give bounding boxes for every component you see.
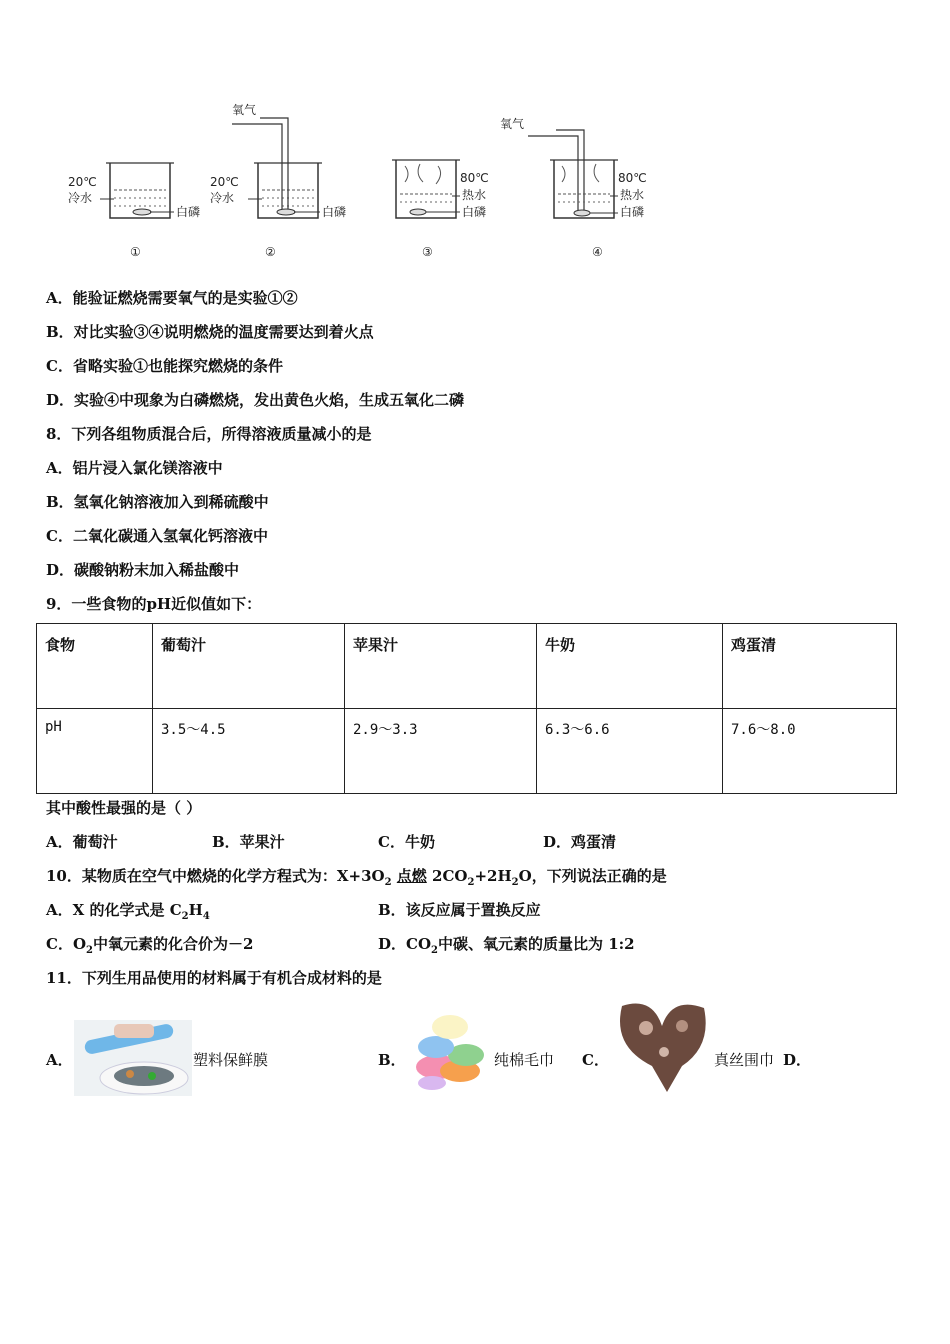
q10-option-a bbox=[46, 899, 210, 922]
phosphorus-label-3: 白磷 bbox=[462, 205, 487, 219]
oxygen-label-2: 氧气 bbox=[232, 103, 257, 117]
experiment-label-3: ③ bbox=[422, 245, 433, 259]
experiment-label-2: ② bbox=[265, 245, 276, 259]
q11-option-d-label: D． bbox=[783, 1051, 812, 1069]
beaker-3 bbox=[392, 160, 489, 259]
q10-stem-suffix: O，下列说法正确的是 bbox=[518, 867, 667, 885]
ph-table-value-row bbox=[37, 709, 897, 794]
ph-table-header: 葡萄汁 bbox=[153, 624, 345, 709]
q10-c-sub: 2 bbox=[86, 945, 93, 956]
ph-table-header-row bbox=[37, 624, 897, 709]
temp-label-4: 80℃ bbox=[618, 171, 647, 185]
q9-option-c: C．牛奶 bbox=[378, 833, 435, 851]
q10-a-mid: H bbox=[188, 901, 203, 919]
experiment-label-1: ① bbox=[130, 245, 141, 259]
ph-table-cell: 2.9～3.3 bbox=[345, 709, 537, 794]
ph-table-header: 食物 bbox=[37, 624, 153, 709]
q10-option-d bbox=[378, 933, 635, 956]
ph-table-header: 鸡蛋清 bbox=[723, 624, 897, 709]
beaker-1 bbox=[68, 163, 200, 259]
combustion-experiment-figure bbox=[60, 98, 700, 268]
temp-label-2: 20℃ bbox=[210, 175, 239, 189]
q10-stem-prefix: 10．某物质在空气中燃烧的化学方程式为：X+3O bbox=[46, 867, 385, 885]
q8-option-a: A．铝片浸入氯化镁溶液中 bbox=[46, 459, 223, 477]
oxygen-label-4: 氧气 bbox=[500, 117, 525, 131]
q10-condition: 点燃 bbox=[396, 867, 427, 885]
q8-stem: 8．下列各组物质混合后，所得溶液质量减小的是 bbox=[46, 425, 372, 443]
experiment-label-4: ④ bbox=[592, 245, 603, 259]
q10-d-suffix: 中碳、氧元素的质量比为 1:2 bbox=[437, 935, 635, 953]
phosphorus-label-4: 白磷 bbox=[620, 205, 645, 219]
temp-label-1: 20℃ bbox=[68, 175, 97, 189]
ph-table bbox=[36, 623, 897, 794]
q10-d-prefix: D．CO bbox=[378, 935, 432, 953]
q11-option-a-caption: 塑料保鲜膜 bbox=[193, 1051, 269, 1069]
q9-option-d: D．鸡蛋清 bbox=[543, 833, 617, 851]
q10-products-tail: +2H bbox=[474, 867, 512, 885]
hot-water-label-3: 热水 bbox=[462, 188, 487, 202]
q11-option-a-label: A． bbox=[46, 1051, 73, 1069]
q10-c-suffix: 中氧元素的化合价为－2 bbox=[92, 935, 254, 953]
q7-option-d: D．实验④中现象为白磷燃烧，发出黄色火焰，生成五氧化二磷 bbox=[46, 391, 465, 409]
q11-option-c-label: C． bbox=[582, 1051, 609, 1069]
cold-water-label-2: 冷水 bbox=[210, 191, 235, 205]
q11-option-b-label: B． bbox=[378, 1051, 406, 1069]
q9-stem: 9．一些食物的pH近似值如下： bbox=[46, 595, 262, 613]
beaker-2 bbox=[210, 102, 346, 259]
q10-a-sub1: 2 bbox=[181, 911, 189, 922]
ph-table-cell: 3.5～4.5 bbox=[153, 709, 345, 794]
ph-table-cell: 7.6～8.0 bbox=[723, 709, 897, 794]
hot-water-label-4: 热水 bbox=[620, 188, 645, 202]
cold-water-label-1: 冷水 bbox=[68, 191, 93, 205]
q10-products: 2CO bbox=[432, 867, 468, 885]
q10-sub: 2 bbox=[467, 877, 475, 888]
q10-sub: 2 bbox=[511, 877, 519, 888]
q7-option-c: C．省略实验①也能探究燃烧的条件 bbox=[46, 357, 283, 375]
q9-question: 其中酸性最强的是（ ） bbox=[46, 799, 202, 817]
q7-option-b: B．对比实验③④说明燃烧的温度需要达到着火点 bbox=[46, 323, 374, 341]
q8-option-c: C．二氧化碳通入氢氧化钙溶液中 bbox=[46, 527, 268, 545]
phosphorus-label-1: 白磷 bbox=[176, 205, 201, 219]
q10-sub: 2 bbox=[384, 877, 392, 888]
q7-option-a: A．能验证燃烧需要氧气的是实验①② bbox=[46, 289, 298, 307]
ph-table-header: 苹果汁 bbox=[345, 624, 537, 709]
silk-scarf-image bbox=[612, 996, 712, 1096]
q10-stem bbox=[46, 865, 667, 888]
beaker-4 bbox=[500, 116, 647, 259]
q10-d-sub: 2 bbox=[431, 945, 438, 956]
q11-stem: 11．下列生用品使用的材料属于有机合成材料的是 bbox=[46, 969, 382, 987]
q11-option-c-caption: 真丝围巾 bbox=[714, 1051, 775, 1069]
temp-label-3: 80℃ bbox=[460, 171, 489, 185]
q10-a-sub2: 4 bbox=[202, 911, 210, 922]
plastic-wrap-image bbox=[74, 1020, 192, 1096]
q9-option-b: B．苹果汁 bbox=[212, 833, 285, 851]
q11-option-b-caption: 纯棉毛巾 bbox=[494, 1051, 555, 1069]
ph-table-header: 牛奶 bbox=[537, 624, 723, 709]
cotton-towel-image bbox=[410, 1005, 488, 1093]
phosphorus-label-2: 白磷 bbox=[322, 205, 347, 219]
q10-option-c bbox=[46, 933, 253, 956]
q10-a-prefix: A．X 的化学式是 C bbox=[46, 901, 182, 919]
q10-option-b: B．该反应属于置换反应 bbox=[378, 901, 541, 919]
q8-option-d: D．碳酸钠粉末加入稀盐酸中 bbox=[46, 561, 240, 579]
ph-table-cell: 6.3～6.6 bbox=[537, 709, 723, 794]
q10-c-prefix: C．O bbox=[46, 935, 87, 953]
ph-table-cell: pH bbox=[37, 709, 153, 794]
q8-option-b: B．氢氧化钠溶液加入到稀硫酸中 bbox=[46, 493, 269, 511]
q9-option-a: A．葡萄汁 bbox=[46, 833, 118, 851]
